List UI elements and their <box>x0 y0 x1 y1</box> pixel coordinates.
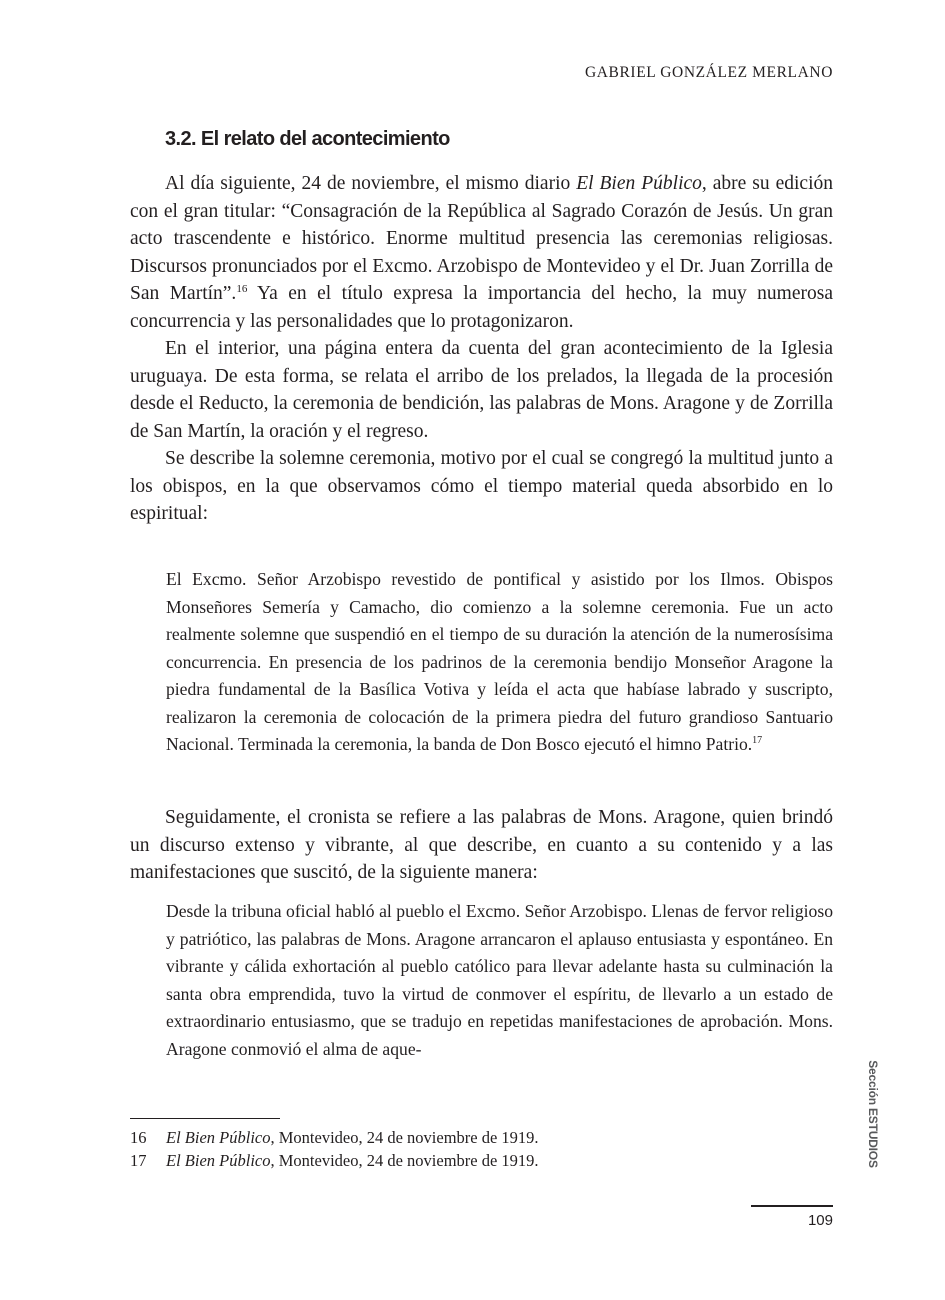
section-side-label: Sección ESTUDIOS <box>866 1060 880 1168</box>
footnote-divider <box>130 1118 280 1119</box>
footnote-16: 16 El Bien Público, Montevideo, 24 de noviembre de 1919. <box>130 1128 539 1147</box>
running-head: GABRIEL GONZÁLEZ MERLANO <box>584 64 833 81</box>
body-text-block-1 <box>130 170 833 528</box>
newspaper-title: El Bien Público <box>576 173 702 194</box>
body-text-block-2 <box>130 804 833 887</box>
footnote-number: 16 <box>130 1128 147 1147</box>
footnote-17: 17 El Bien Público, Montevideo, 24 de noviembre de 1919. <box>130 1151 539 1170</box>
paragraph-3: Se describe la solemne ceremonia, motivo por el cual se congregó la multitud junto a los obispos, en la que observamos cómo el tiempo material queda absorbido en lo espiritual: <box>130 448 833 524</box>
footnote-ref-17[interactable]: 17 <box>752 735 763 746</box>
section-title: 3.2. El relato del acontecimiento <box>165 128 450 150</box>
footnote-number: 17 <box>130 1151 147 1170</box>
block-quote-2: Desde la tribuna oficial habló al pueblo el Excmo. Señor Arzobispo. Llenas de fervor religioso y patriótico, las palabras de Mons. Aragone arrancaron el aplauso entusiasta y espontáneo. En vibrante y cálida exhortación al pueblo católico para llevar adelante hasta su culminación la santa obra emprendida, tuvo la virtud de conmover el espíritu, de llevarlo a un estado de extraordinario entusiasmo, que se tradujo en repetidas manifestaciones de aprobación. Mons. Aragone conmovió el alma de aque- <box>166 901 833 1059</box>
paragraph-4: Seguidamente, el cronista se refiere a las palabras de Mons. Aragone, quien brindó un discurso extenso y vibrante, al que describe, en cuanto a su contenido y a las manifestaciones que suscitó, de la siguiente manera: <box>130 807 833 883</box>
page-number-rule <box>751 1205 833 1207</box>
paragraph-2: En el interior, una página entera da cuenta del gran acontecimiento de la Iglesia uruguaya. De esta forma, se relata el arribo de los prelados, la llegada de la procesión desde el Reducto, la ceremonia de bendición, las palabras de Mons. Aragone y de Zorrilla de San Martín, la oración y el regreso. <box>130 338 833 442</box>
block-quote-1: El Excmo. Señor Arzobispo revestido de pontifical y asistido por los Ilmos. Obispos Monseñores Semería y Camacho, dio comienzo a la solemne ceremonia. Fue un acto realmente solemne que suspendió en el tiempo de su duración la atención de la numerosísima concurrencia. En presencia de los padrinos de la ceremonia bendijo Monseñor Aragone la piedra fundamental de la Basílica Votiva y leída el acta que habíase labrado y suscripto, realizaron la ceremonia de colocación de la primera piedra del futuro grandioso Santuario Nacional. Terminada la ceremonia, la banda de Don Bosco ejecutó el himno Patrio.$^{17}$ <box>166 569 833 754</box>
footnotes <box>130 1126 539 1172</box>
footnote-ref-16[interactable]: 16 <box>236 283 248 295</box>
paragraph-1: Al día siguiente, 24 de noviembre, el mismo diario El Bien Público, abre su edición con el gran titular: “Consagración de la República al Sagrado Corazón de Jesús. Un gran acto trascendente e histórico. Enorme multitud presencia las ceremonias religiosas. Discursos pronunciados por el Excmo. Arzobispo de Montevideo y el Dr. Juan Zorrilla de San Martín”.$^{16}$ Ya en el título expresa la importancia del hecho, la muy numerosa concurrencia y las personalidades que lo protagonizaron. <box>130 173 833 332</box>
page-number: 109 <box>807 1212 833 1229</box>
